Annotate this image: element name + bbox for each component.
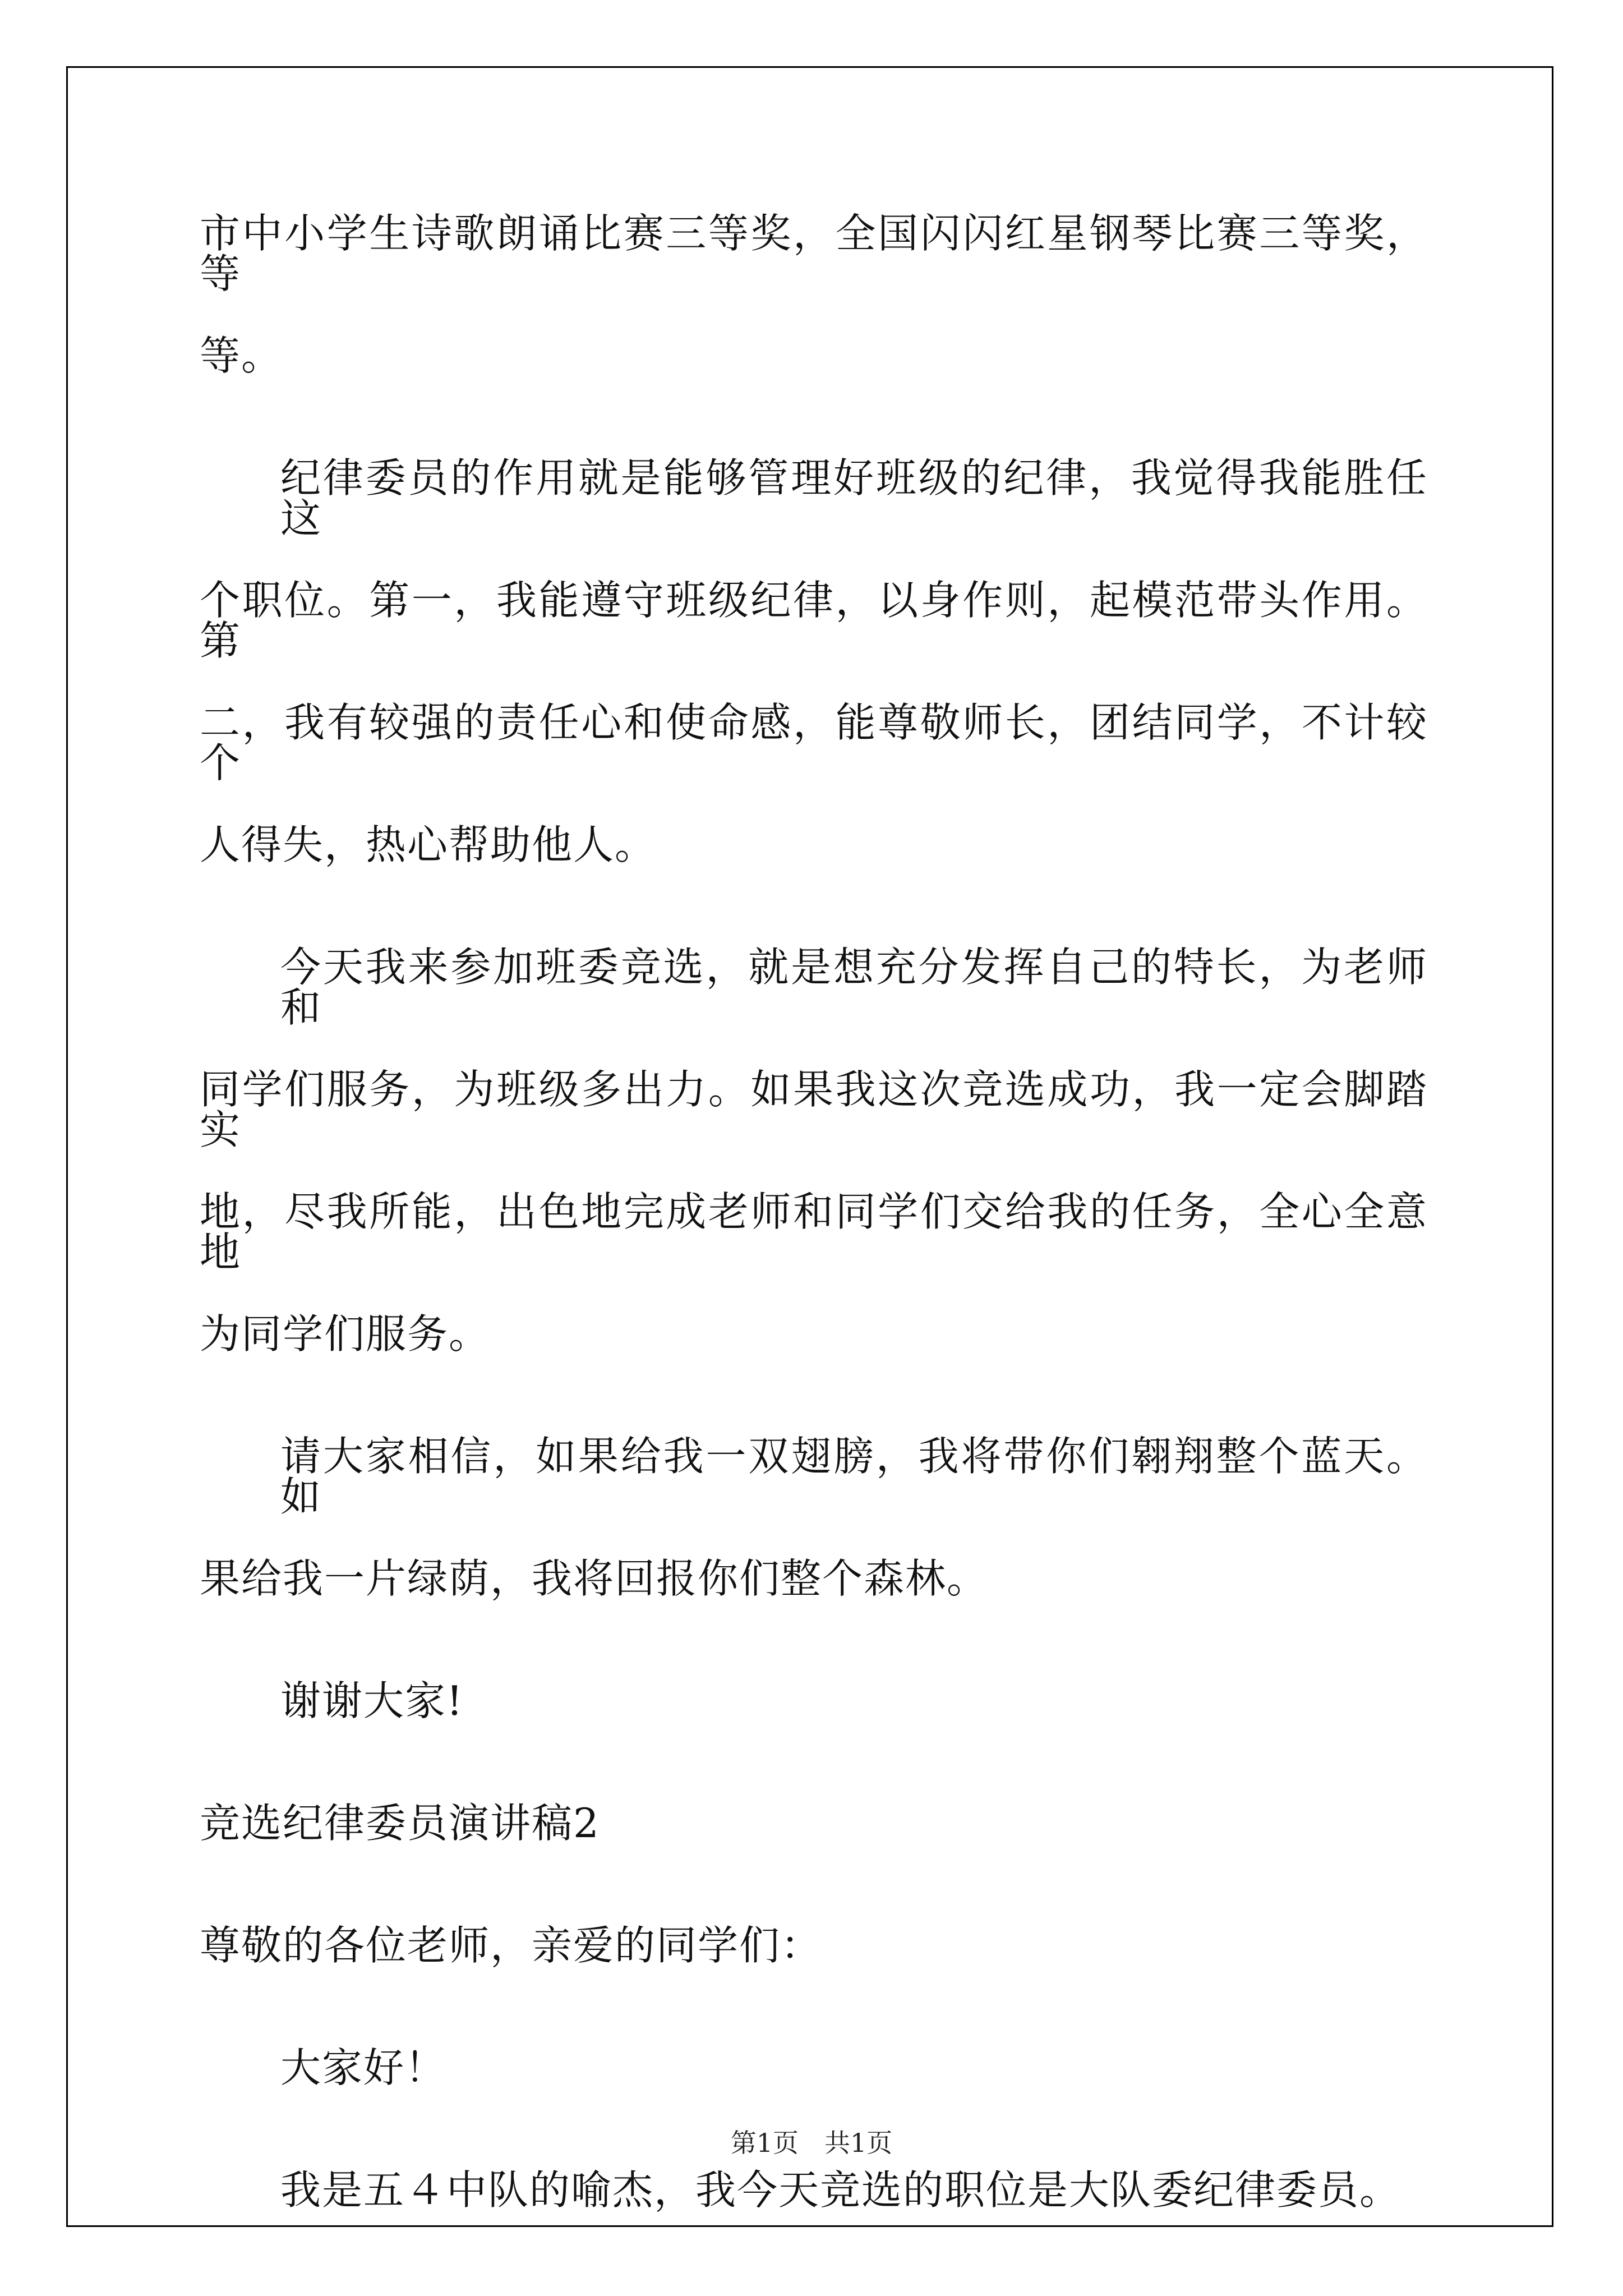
document-body	[200, 210, 1428, 2292]
text-line: 地，尽我所能，出色地完成老师和同学们交给我的任务，全心全意地	[200, 1188, 1428, 1276]
text-line: 等。	[200, 332, 283, 379]
text-line: 市中小学生诗歌朗诵比赛三等奖，全国闪闪红星钢琴比赛三等奖，等	[200, 210, 1428, 297]
text-line: 为同学们服务。	[200, 1310, 491, 1358]
text-line: 二，我有较强的责任心和使命感，能尊敬师长，团结同学，不计较个	[200, 699, 1428, 786]
section-heading: 竞选纪律委员演讲稿2	[200, 1800, 600, 1847]
text-line: 人得失，热心帮助他人。	[200, 821, 657, 868]
text-line: 我是五４中队的喻杰，我今天竞选的职位是大队委纪律委员。	[280, 2166, 1401, 2214]
text-line: 同学们服务，为班级多出力。如果我这次竞选成功，我一定会脚踏实	[200, 1066, 1428, 1153]
page-number-footer: 第1页 共1页	[730, 2128, 893, 2158]
text-line: 纪律委员的作用就是能够管理好班级的纪律，我觉得我能胜任这	[280, 454, 1428, 542]
text-line: 请大家相信，如果给我一双翅膀，我将带你们翱翔整个蓝天。如	[280, 1433, 1428, 1520]
text-line: 今天我来参加班委竞选，就是想充分发挥自己的特长，为老师和	[280, 944, 1428, 1031]
text-line: 谢谢大家!	[280, 1677, 464, 1724]
salutation: 尊敬的各位老师，亲爱的同学们：	[200, 1922, 823, 1969]
greeting: 大家好！	[280, 2044, 447, 2091]
text-line: 个职位。第一，我能遵守班级纪律，以身作则，起模范带头作用。第	[200, 577, 1428, 664]
text-line: 果给我一片绿荫，我将回报你们整个森林。	[200, 1555, 989, 1602]
